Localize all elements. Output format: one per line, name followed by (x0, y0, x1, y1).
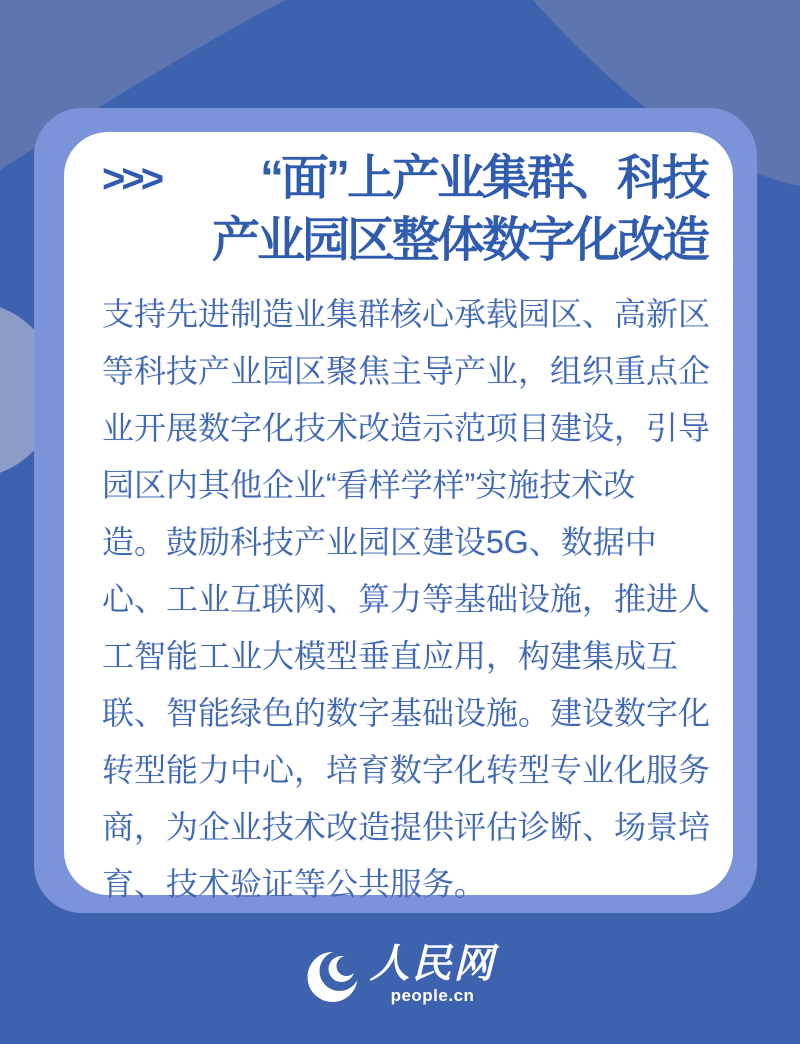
body-text (102, 286, 711, 913)
crescent-globe-icon (305, 946, 363, 1004)
page-title (160, 148, 707, 272)
body-line: 联、智能绿色的数字基础设施。建设数字化 (102, 695, 711, 731)
logo-subtitle: people.cn (390, 986, 475, 1005)
body-line: 商，为企业技术改造提供评估诊断、场景培 (102, 809, 711, 845)
title-line-2: 产业园区整体数字化改造 (211, 214, 707, 267)
body-line: 园区内其他企业“看样学样”实施技术改 (102, 467, 636, 503)
card-title-row (102, 148, 707, 272)
logo-name: 人民网 (369, 940, 496, 987)
body-line: 工智能工业大模型垂直应用，构建集成互 (102, 638, 679, 674)
body-line: 等科技产业园区聚焦主导产业，组织重点企 (102, 353, 711, 389)
content-card (64, 132, 733, 902)
title-line-1: “面”上产业集群、科技 (259, 152, 707, 205)
title-marker-chevrons: >>> (102, 157, 161, 201)
body-line: 支持先进制造业集群核心承载园区、高新区 (102, 296, 711, 332)
body-line: 育、技术验证等公共服务。 (102, 866, 487, 902)
body-line: 转型能力中心，培育数字化转型专业化服务 (102, 752, 711, 788)
body-line: 心、工业互联网、算力等基础设施，推进人 (102, 581, 711, 617)
logo-text-block (370, 941, 496, 1005)
body-line: 业开展数字化技术改造示范项目建设，引导 (102, 410, 711, 446)
footer-logo (305, 941, 496, 1005)
body-line: 造。鼓励科技产业园区建设5G、数据中 (102, 524, 657, 560)
